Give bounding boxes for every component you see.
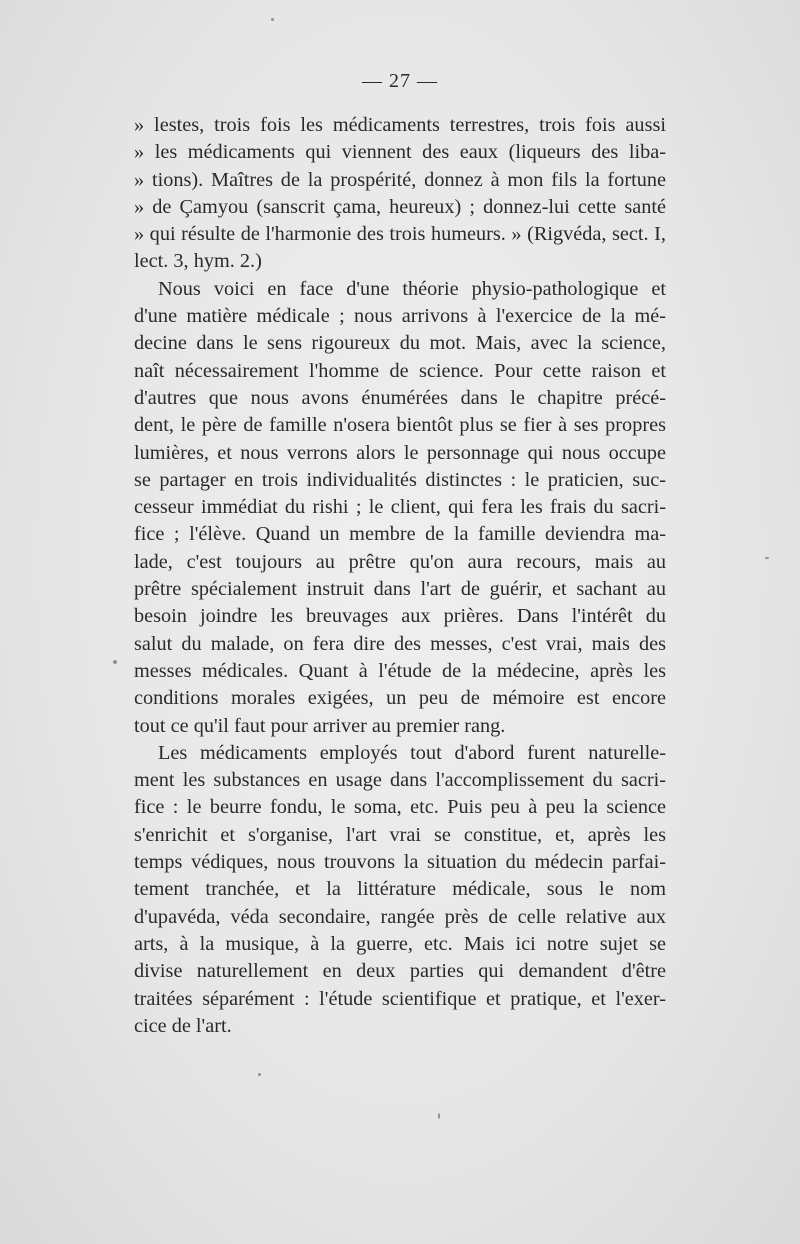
text-line: salut du malade, on fera dire des messes, c'est vrai, mais des (134, 632, 666, 655)
text-line: se partager en trois individualités distinctes : le praticien, suc- (134, 468, 666, 491)
text-line: tout ce qu'il faut pour arriver au premier rang. (134, 714, 506, 737)
paragraph-theory (134, 276, 666, 740)
text-line: d'une matière médicale ; nous arrivons à l'exercice de la mé- (134, 305, 666, 328)
text-line: decine dans le sens rigoureux du mot. Mais, avec la science, (134, 332, 666, 355)
body-text (134, 112, 666, 1040)
paragraph-quote (134, 112, 666, 276)
paragraph-medicaments (134, 740, 666, 1040)
text-line: lade, c'est toujours au prêtre qu'on aura recours, mais au (134, 550, 666, 573)
text-line: s'enrichit et s'organise, l'art vrai se constitue, et, après les (134, 823, 666, 846)
text-line: lumières, et nous verrons alors le personnage qui nous occupe (134, 441, 666, 464)
text-line: Nous voici en face d'une théorie physio-pathologique et (158, 277, 666, 300)
text-line: » les médicaments qui viennent des eaux (liqueurs des liba- (134, 141, 666, 164)
text-line: » lestes, trois fois les médicaments terrestres, trois fois aussi (134, 114, 666, 136)
text-line: fice ; l'élève. Quand un membre de la famille deviendra ma- (134, 523, 666, 546)
text-line: fice : le beurre fondu, le soma, etc. Puis peu à peu la science (134, 796, 666, 819)
text-line: » de Çamyou (sanscrit çama, heureux) ; donnez-lui cette santé (134, 195, 666, 218)
paper-speck (113, 660, 117, 664)
text-line: » tions). Maîtres de la prospérité, donnez à mon fils la fortune (134, 168, 666, 191)
paper-speck (438, 1113, 440, 1119)
text-line: cice de l'art. (134, 1014, 232, 1037)
text-line: tement tranchée, et la littérature médicale, sous le nom (134, 878, 666, 901)
text-line: prêtre spécialement instruit dans l'art de guérir, et sachant au (134, 578, 666, 601)
text-line: cesseur immédiat du rishi ; le client, qui fera les frais du sacri- (134, 496, 666, 519)
text-line: traitées séparément : l'étude scientifique et pratique, et l'exer- (134, 987, 666, 1010)
text-line: messes médicales. Quant à l'étude de la médecine, après les (134, 659, 666, 682)
text-line: » qui résulte de l'harmonie des trois humeurs. » (Rigvéda, sect. I, (134, 223, 666, 246)
paper-speck (258, 1073, 261, 1076)
text-line: ment les substances en usage dans l'accomplissement du sacri- (134, 769, 666, 792)
text-line: besoin joindre les breuvages aux prières. Dans l'intérêt du (134, 605, 666, 628)
text-line: arts, à la musique, à la guerre, etc. Mais ici notre sujet se (134, 932, 666, 955)
paper-speck (271, 18, 274, 21)
text-line: d'upavéda, véda secondaire, rangée près de celle relative aux (134, 905, 666, 928)
page-number: — 27 — (362, 70, 438, 92)
text-line: lect. 3, hym. 2.) (134, 250, 262, 273)
text-line: dent, le père de famille n'osera bientôt plus se fier à ses propres (134, 414, 666, 437)
text-line: divise naturellement en deux parties qui demandent d'être (134, 960, 666, 983)
text-line: conditions morales exigées, un peu de mémoire est encore (134, 687, 666, 710)
paper-speck (765, 557, 769, 559)
text-line: temps védiques, nous trouvons la situation du médecin parfai- (134, 851, 666, 874)
text-line: d'autres que nous avons énumérées dans le chapitre précé- (134, 386, 666, 409)
text-line: Les médicaments employés tout d'abord furent naturelle- (158, 741, 666, 764)
text-line: naît nécessairement l'homme de science. Pour cette raison et (134, 359, 666, 382)
